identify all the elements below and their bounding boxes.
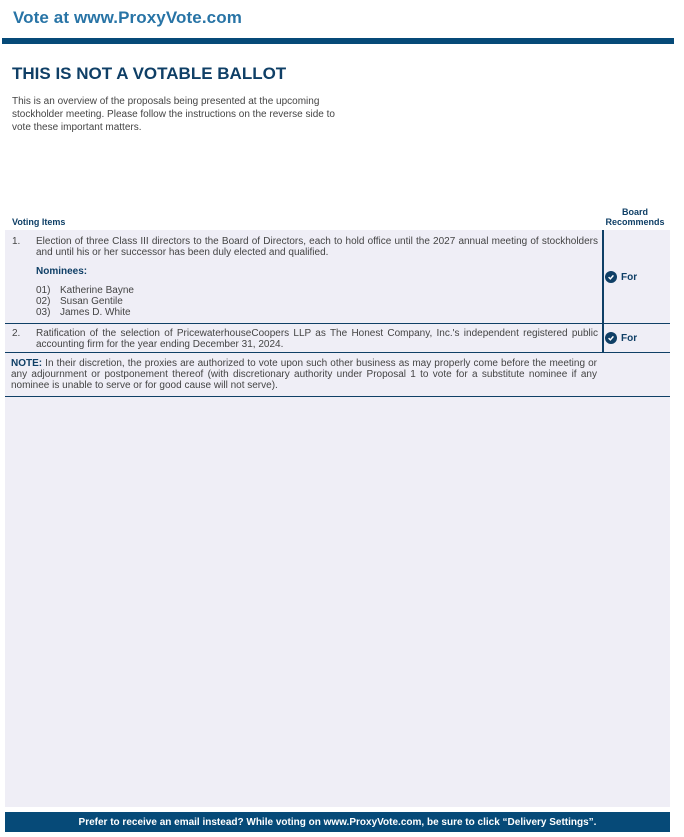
nominee-name: Susan Gentile: [60, 296, 123, 307]
proxyvote-header-link[interactable]: Vote at www.ProxyVote.com: [13, 8, 242, 27]
column-divider: [602, 230, 604, 323]
column-divider: [602, 324, 604, 352]
voting-items-header: Voting Items: [12, 217, 66, 227]
nominee-name: Katherine Bayne: [60, 285, 134, 296]
check-circle-icon: [605, 271, 617, 283]
item-description: Election of three Class III directors to the Board of Directors, each to hold office until the 2027 annual meeting of stockholders and until his or her successor has been duly elected and qualified.: [36, 236, 598, 258]
nominee-number: 02): [36, 296, 51, 307]
item-number: 1.: [12, 236, 21, 247]
nominee-number: 03): [36, 307, 51, 318]
note-body: In their discretion, the proxies are authorized to vote upon such other business as may properly come before the meeting or any adjournment or postponement thereof (with discretionary authority under Proposal 1 to vote for a substitute nominee if any nominee is unable to serve or for good cause will not serve).: [11, 358, 597, 391]
page-title: THIS IS NOT A VOTABLE BALLOT: [12, 64, 287, 83]
nominee-name: James D. White: [60, 307, 131, 318]
board-recommendation: [605, 332, 637, 344]
header-divider-bar: [2, 38, 674, 44]
nominee-item: [36, 307, 131, 318]
nominee-number: 01): [36, 285, 51, 296]
recommendation-label: For: [621, 332, 638, 344]
nominee-item: [36, 285, 134, 296]
nominee-item: [36, 296, 123, 307]
board-recommends-line2: Recommends: [605, 217, 665, 227]
board-recommends-header: [600, 207, 670, 227]
note-label: NOTE:: [11, 358, 43, 369]
footer-banner: Prefer to receive an email instead? While voting on www.ProxyVote.com, be sure to click “Delivery Settings”.: [5, 812, 670, 832]
board-recommends-line1: Board: [621, 207, 648, 217]
board-recommendation: [605, 271, 637, 283]
intro-text: This is an overview of the proposals being presented at the upcoming stockholder meeting. Please follow the instructions on the reverse side to vote these important matters.: [12, 96, 335, 133]
check-circle-icon: [605, 332, 617, 344]
item-description: Ratification of the selection of PricewaterhouseCoopers LLP as The Honest Company, Inc.'s independent registered public accounting firm for the year ending December 31, 2024.: [36, 328, 598, 350]
recommendation-label: For: [621, 271, 638, 283]
note-text: [11, 358, 597, 391]
nominees-label: Nominees:: [36, 266, 88, 277]
item-number: 2.: [12, 328, 21, 339]
